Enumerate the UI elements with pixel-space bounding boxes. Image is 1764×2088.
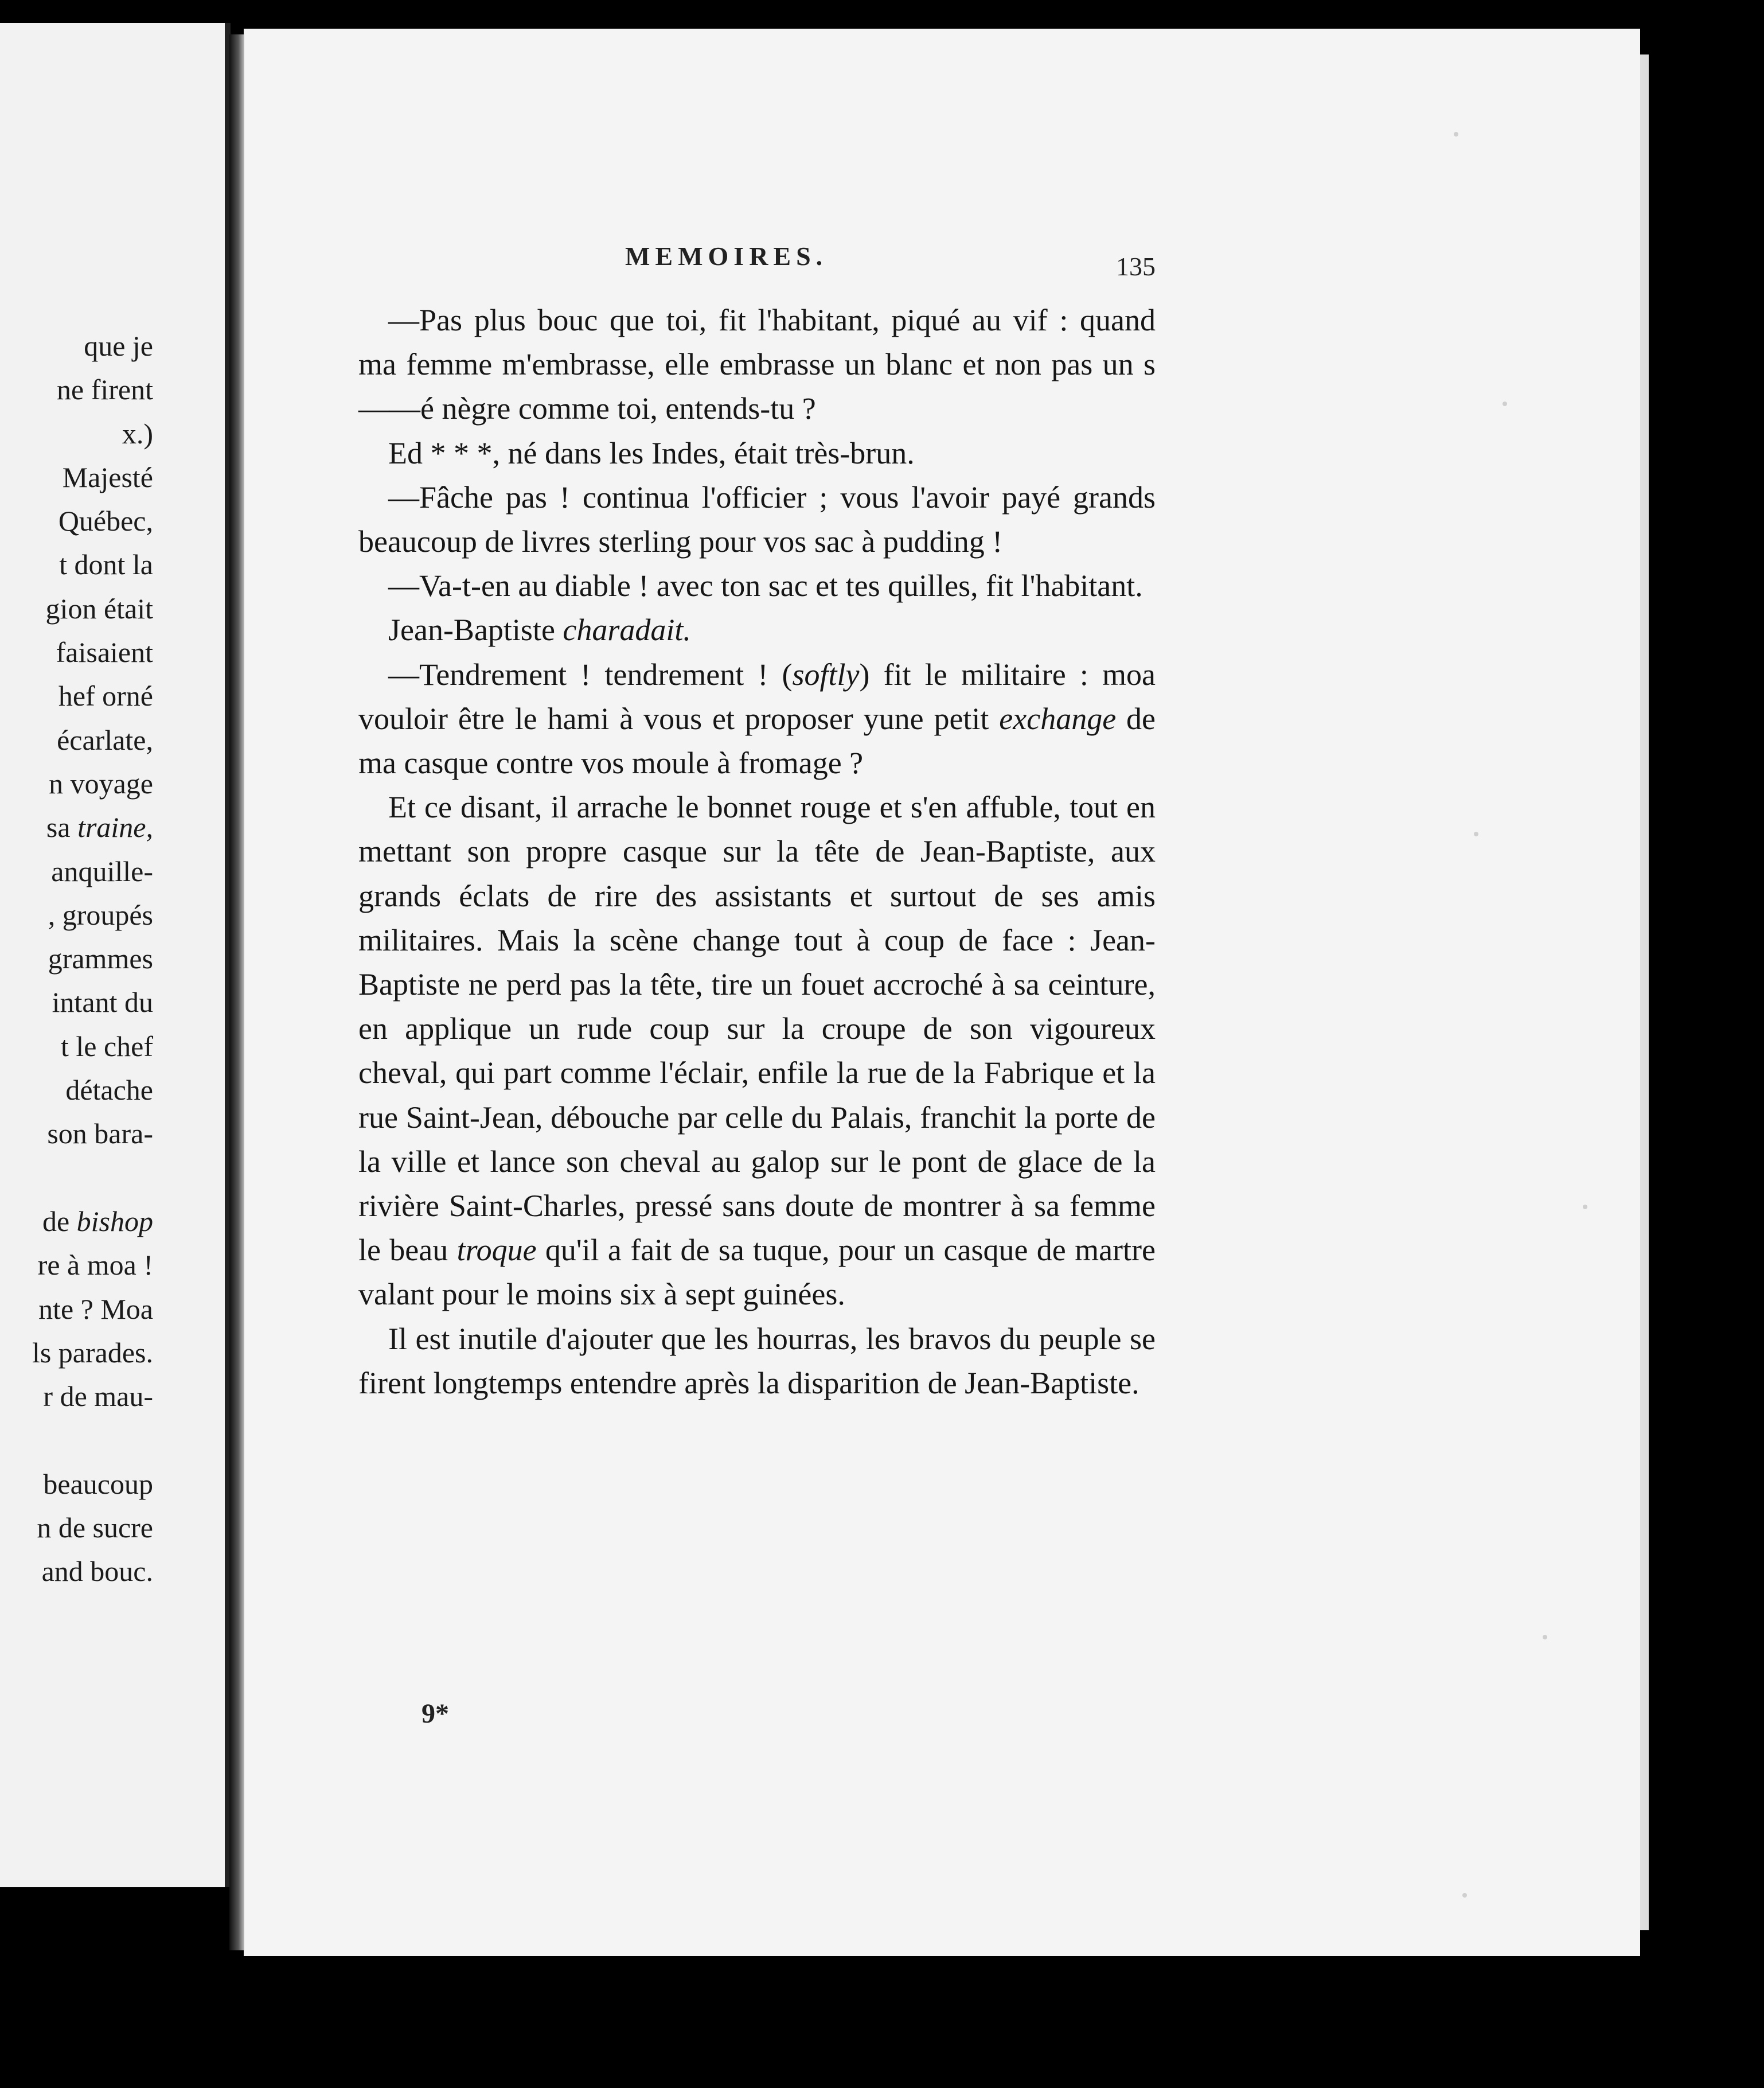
paper-speck [1454,132,1458,137]
signature-mark: 9* [422,1699,449,1729]
left-line: écarlate, [57,723,153,756]
paragraph: —Pas plus bouc que toi, fit l'habitant, piqué au vif : quand ma femme m'embrasse, elle embrasse un blanc et non pas un s——é nègre comme toi, entends-tu ? [358,303,1156,426]
left-line: x.) [122,417,153,450]
page-header [358,229,1156,281]
left-line: Majesté [62,461,153,493]
paragraph: —Tendrement ! tendrement ! (softly) fit le militaire : moa vouloir être le hami à vous et proposer yune petit exchange de ma casque contre vos moule à fromage ? [358,657,1156,781]
left-line: Québec, [58,505,153,537]
running-title: MEMOIRES. [625,241,828,271]
paragraph: Jean-Baptiste charadait. [388,613,691,648]
left-line: ls parades. [32,1336,153,1369]
paragraph: Ed * * *, né dans les Indes, était très-brun. [388,435,915,470]
left-line: r de mau- [43,1380,153,1413]
left-page-text [32,324,153,1594]
page-body [358,298,1156,1405]
left-line: t le chef [60,1030,153,1062]
paper-speck [1543,1635,1547,1639]
left-line: , groupés [48,898,153,931]
left-line: que je [84,330,153,362]
paper-speck [1583,1205,1587,1209]
italic-word: troque [456,1233,537,1268]
left-blank-line [32,1418,153,1462]
paper-speck [1502,402,1507,406]
left-line: hef orné [58,680,153,712]
left-line: son bara- [47,1117,153,1150]
left-line: nte ? Moa [38,1292,153,1325]
paragraph: —Fâche pas ! continua l'officier ; vous l'avoir payé grands beaucoup de livres sterling pour vos sac à pudding ! [358,480,1156,559]
left-facing-page [0,23,231,1887]
left-line: n voyage [49,767,153,800]
left-italic-word: traine, [77,811,153,844]
left-line: sa traine, [46,811,153,844]
italic-word: softly [792,657,860,692]
left-line: and bouc. [41,1555,153,1588]
left-line: anquille- [51,855,153,887]
left-line: intant du [52,986,153,1019]
paper-speck [1462,1893,1467,1898]
paper-speck [1474,832,1478,836]
left-blank-line [32,1156,153,1199]
left-line: ne firent [57,373,153,406]
paragraph: Et ce disant, il arrache le bonnet rouge et s'en affuble, tout en mettant son propre casque sur la tête de Jean-Baptiste, aux grands éclats de rire des assistants et surtout de ses amis militaires. Mais la scène change tout à coup de face : Jean-Baptiste ne perd pas la tête, tire un fouet accroché à sa ceinture, en applique un rude coup sur la croupe de son vigoureux cheval, qui part comme l'éclair, enfile la rue de la Fabrique et la rue Saint-Jean, débouche par celle du Palais, franchit la porte de la ville et lance son cheval au galop sur le pont de glace de la rivière Saint-Charles, pressé sans doute de montrer à sa femme le beau troque qu'il a fait de sa tuque, pour un casque de martre valant pour le moins six à sept guinées. [358,790,1156,1312]
left-italic-word: bishop [76,1205,153,1237]
left-line: re à moa ! [37,1249,153,1281]
book-gutter [229,34,244,1950]
page-number: 135 [1116,252,1156,281]
left-line: faisaient [56,636,153,669]
left-line: détache [65,1074,153,1107]
paragraph: Il est inutile d'ajouter que les hourras, les bravos du peuple se firent longtemps entendre après la disparition de Jean-Baptiste. [358,1321,1156,1400]
paragraph: —Va-t-en au diable ! avec ton sac et tes quilles, fit l'habitant. [388,568,1143,603]
left-line: t dont la [59,548,153,581]
left-line: beaucoup [43,1467,153,1500]
left-line: n de sucre [37,1512,153,1544]
italic-word: charadait. [563,613,691,648]
italic-word: exchange [999,701,1117,736]
left-line: grammes [48,942,153,975]
left-line: gion était [45,592,153,625]
left-line: de bishop [42,1205,153,1237]
